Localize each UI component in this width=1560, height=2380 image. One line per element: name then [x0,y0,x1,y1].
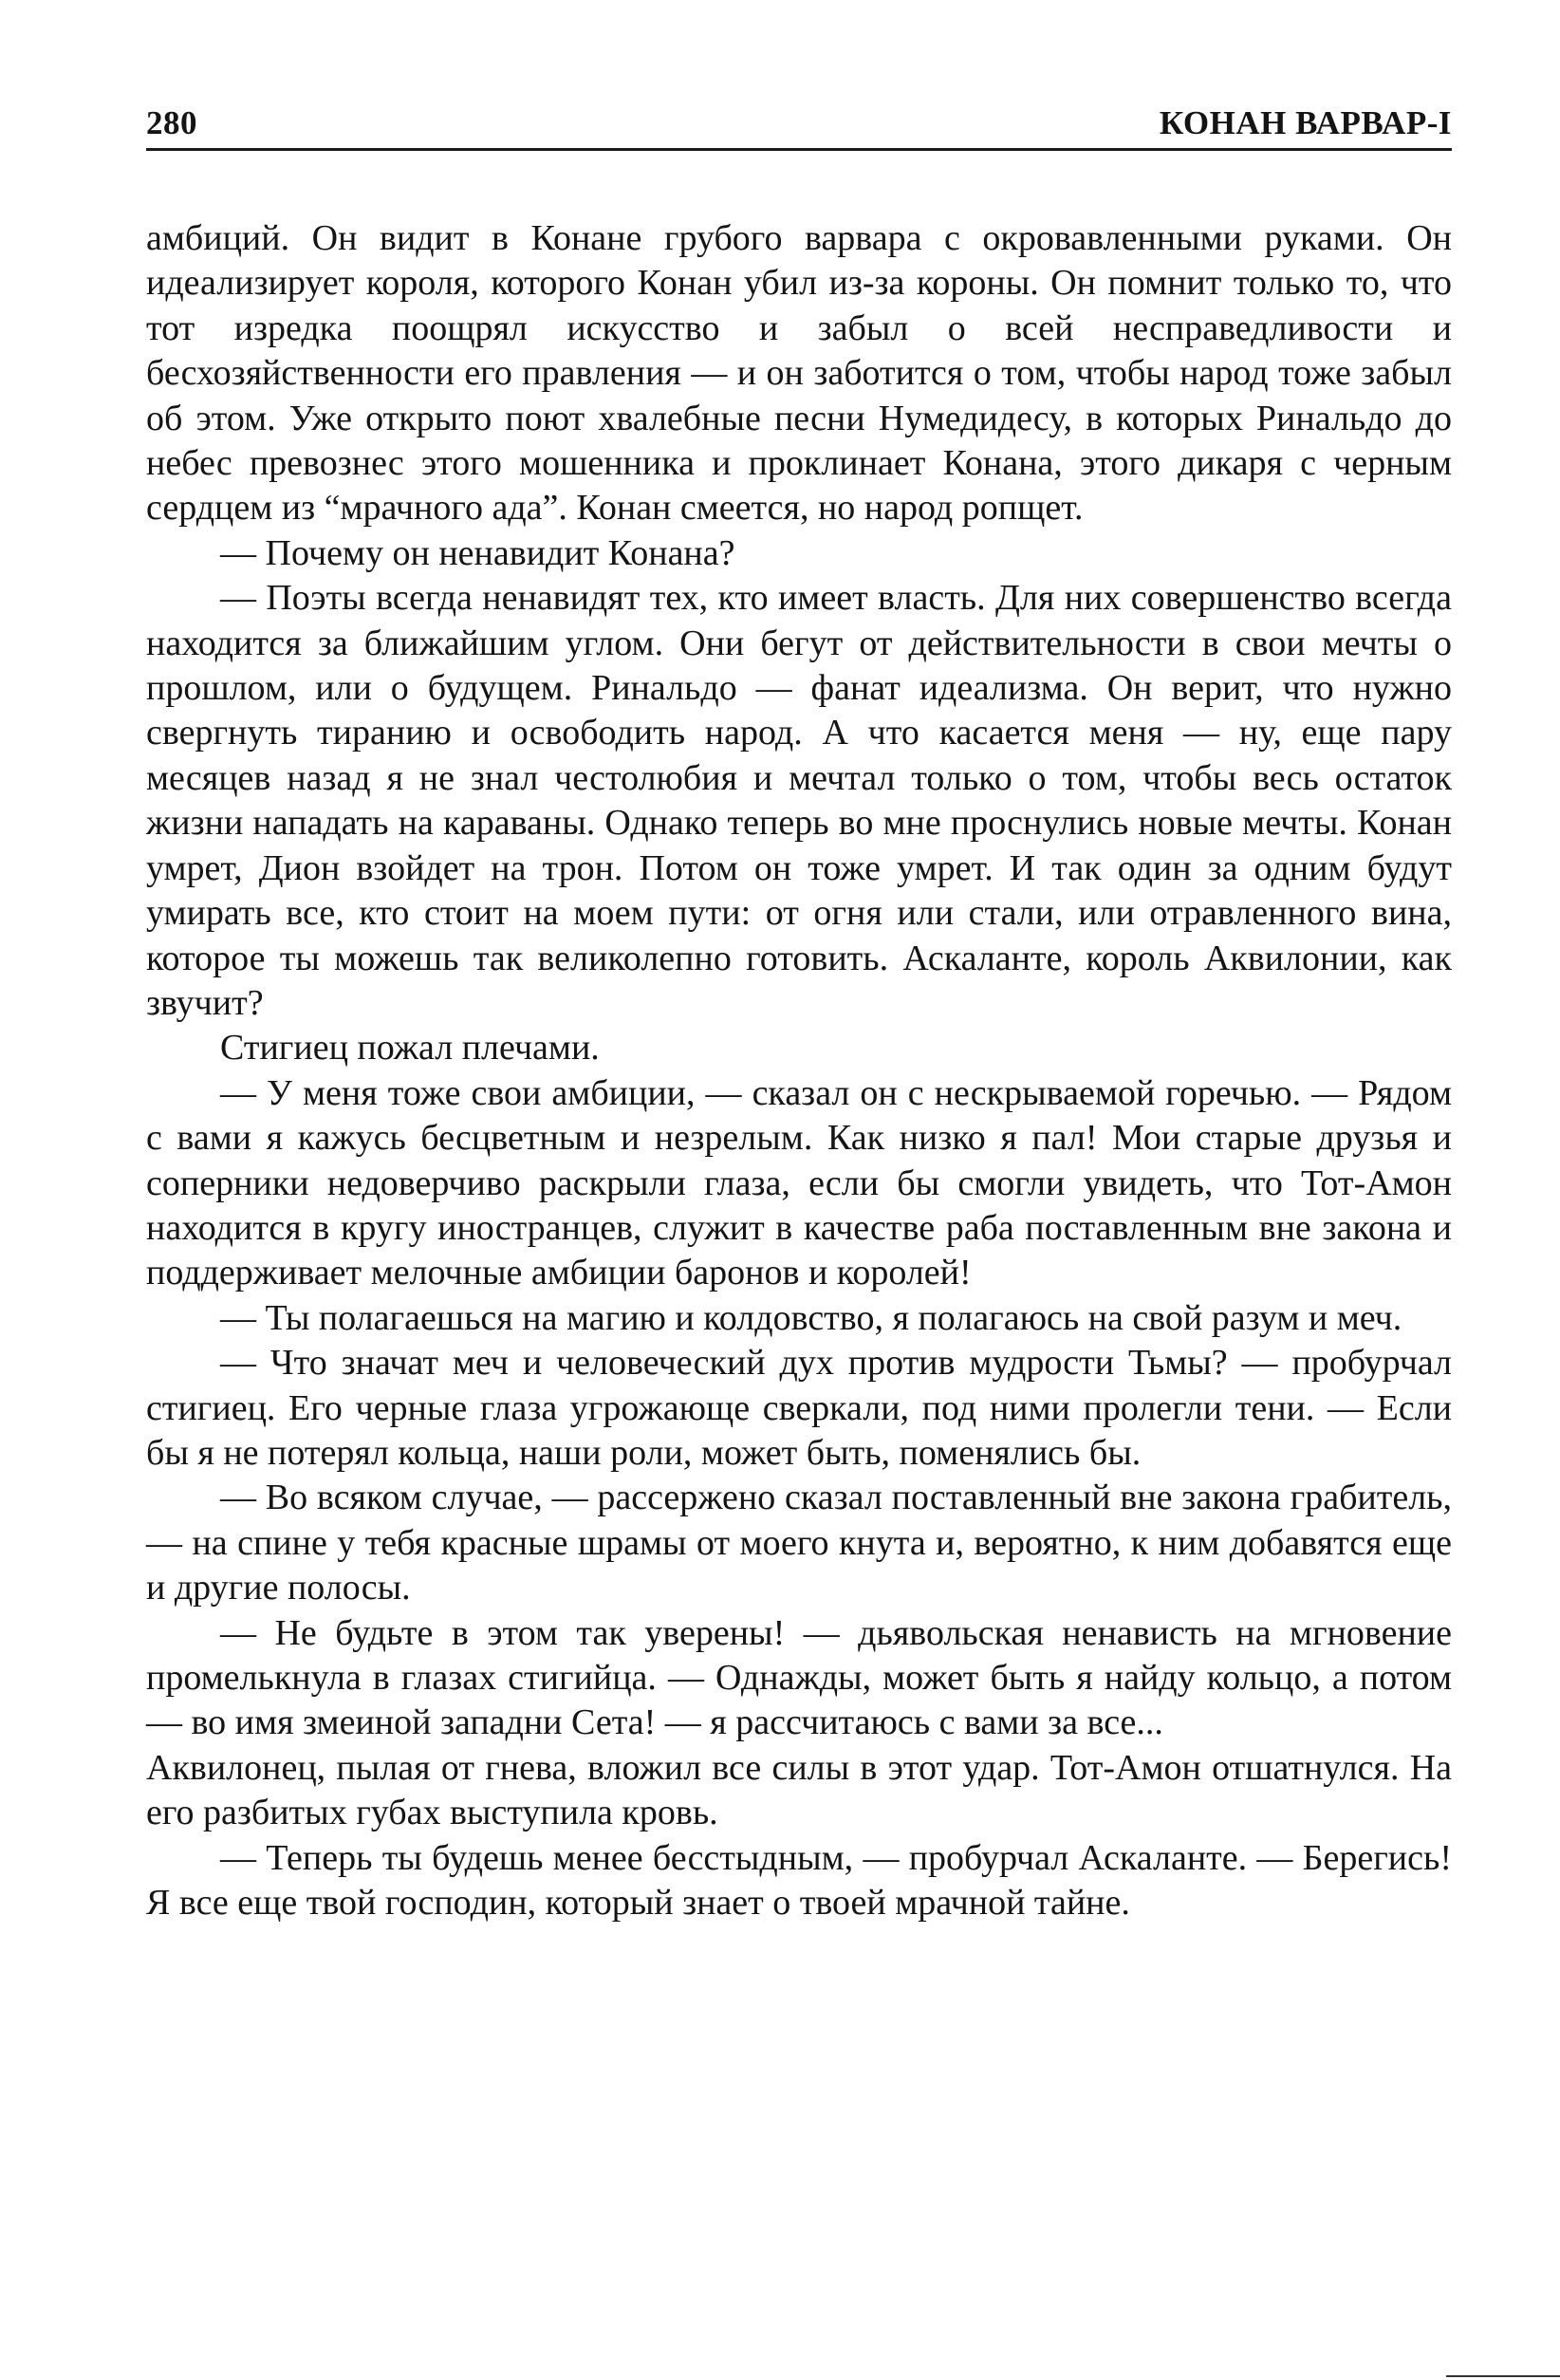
body-text [146,216,1452,1925]
paragraph-4: Стигиец пожал плечами. [220,1028,600,1069]
page-number: 280 [146,104,197,141]
paragraph-7: — Что значат меч и человеческий дух против мудрости Тьмы? — пробурчал стигиец. Его черные глаза угрожающе сверкали, под ними пролегли тени. — Если бы я не потерял кольца, наши роли, может быть, поменялись бы. [146,1343,1452,1473]
paragraph-2: — Почему он ненавидит Конана? [220,532,735,573]
paragraph-1: амбиций. Он видит в Конане грубого варвара с окровавленными руками. Он идеализирует короля, которого Конан убил из-за короны. Он помнит только то, что тот изредка поощрял искусство и забыл о всей несправедливости и бесхозяйственности его правления — и он заботится о том, чтобы народ тоже забыл об этом. Уже открыто поют хвалебные песни Нумедидесу, в которых Ринальдо до небес превознес этого мошенника и проклинает Конана, этого дикаря с черным сердцем из “мрачного ада”. Конан смеется, но народ ропщет. [146,218,1452,529]
book-title: КОНАН ВАРВАР-I [1159,104,1452,141]
paragraph-8: — Во всяком случае, — рассержено сказал поставленный вне закона грабитель, — на спине у тебя красные шрамы от моего кнута и, вероятно, к ним добавятся еще и другие полосы. [146,1478,1452,1608]
paragraph-10: Аквилонец, пылая от гнева, вложил все силы в этот удар. Тот-Амон отшатнулся. На его разбитых губах выступила кровь. [146,1747,1452,1833]
paragraph-11: — Теперь ты будешь менее бесстыдным, — пробурчал Аскаланте. — Берегись! Я все еще твой господин, который знает о твоей мрачной тайне. [146,1837,1452,1924]
scan-edge-mark [1446,2375,1560,2377]
paragraph-6: — Ты полагаешься на магию и колдовство, я полагаюсь на свой разум и меч. [220,1297,1402,1338]
paragraph-3: — Поэты всегда ненавидят тех, кто имеет власть. Для них совершенство всегда находится за ближайшим углом. Они бегут от действительности в свои мечты о прошлом, или о будущем. Ринальдо — фанат идеализма. Он верит, что нужно свергнуть тиранию и освободить народ. А что касается меня — ну, еще пару месяцев назад я не знал честолюбия и мечтал только о том, чтобы весь остаток жизни нападать на караваны. Однако теперь во мне проснулись новые мечты. Конан умрет, Дион взойдет на трон. Потом он тоже умрет. И так один за одним будут умирать все, кто стоит на моем пути: от огня или стали, или отравленного вина, которое ты можешь так великолепно готовить. Аскаланте, король Аквилонии, как звучит? [146,578,1452,1023]
paragraph-5: — У меня тоже свои амбиции, — сказал он с нескрываемой горечью. — Рядом с вами я кажусь бесцветным и незрелым. Как низко я пал! Мои старые друзья и соперники недоверчиво раскрыли глаза, если бы смогли увидеть, что Тот-Амон находится в кругу иностранцев, служит в качестве раба поставленным вне закона и поддерживает мелочные амбиции баронов и королей! [146,1072,1452,1293]
running-header [146,102,1452,151]
paragraph-9: — Не будьте в этом так уверены! — дьявольская ненависть на мгновение промелькнула в глазах стигийца. — Однажды, может быть я найду кольцо, а потом — во имя змеиной западни Сета! — я рассчитаюсь с вами за все... [146,1612,1452,1743]
